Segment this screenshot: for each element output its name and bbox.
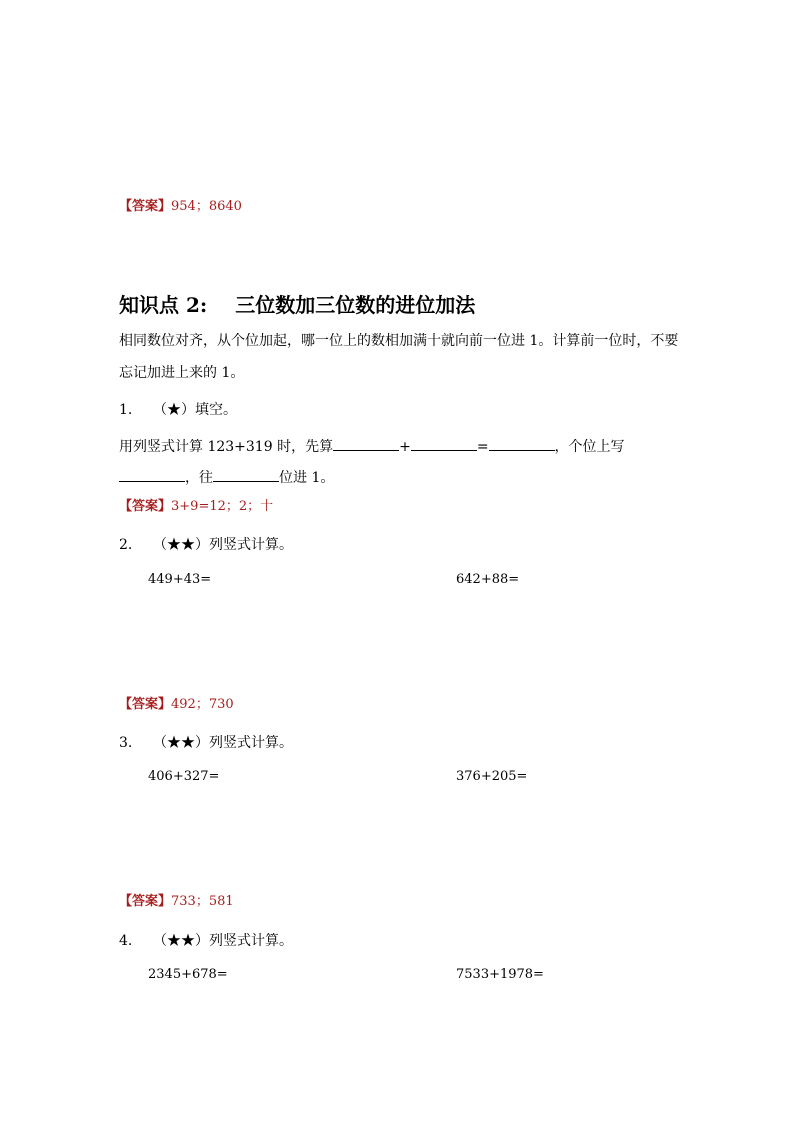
question-1-line-1 bbox=[119, 436, 625, 457]
answer-value: 954；8640 bbox=[171, 199, 242, 214]
equals-sign: = bbox=[476, 439, 489, 455]
question-3-header bbox=[119, 733, 293, 753]
question-1-header bbox=[119, 400, 237, 420]
answer-label: 【答案】 bbox=[119, 199, 172, 214]
question-text: 位进 1。 bbox=[279, 470, 335, 486]
blank-1[interactable] bbox=[333, 436, 399, 451]
question-stars: （★★）列竖式计算。 bbox=[153, 933, 293, 949]
answer-value: 492；730 bbox=[171, 697, 234, 712]
question-1-line-2 bbox=[119, 467, 334, 488]
question-number: 4. bbox=[119, 933, 133, 949]
question-text: ，个位上写 bbox=[554, 439, 625, 455]
answer-question-2 bbox=[119, 696, 234, 714]
question-stars: （★★）列竖式计算。 bbox=[153, 537, 293, 553]
question-3-expression-right: 376+205= bbox=[456, 769, 528, 784]
section-description-line-2: 忘记加进上来的 1。 bbox=[119, 365, 245, 381]
blank-2[interactable] bbox=[411, 436, 477, 451]
section-subtitle: 三位数加三位数的进位加法 bbox=[235, 293, 476, 317]
section-title: 知识点 2: bbox=[119, 293, 208, 317]
blank-3[interactable] bbox=[489, 436, 555, 451]
question-2-header bbox=[119, 535, 293, 555]
answer-value: 733；581 bbox=[171, 894, 234, 909]
question-number: 3. bbox=[119, 735, 133, 751]
question-4-header bbox=[119, 931, 293, 951]
question-stars: （★）填空。 bbox=[153, 402, 237, 418]
question-4-expression-left: 2345+678= bbox=[148, 967, 228, 982]
blank-4[interactable] bbox=[119, 467, 185, 482]
question-2-expression-right: 642+88= bbox=[456, 572, 520, 587]
question-4-expression-right: 7533+1978= bbox=[456, 967, 544, 982]
question-number: 1. bbox=[119, 402, 133, 418]
answer-question-1 bbox=[119, 498, 273, 516]
question-text: 用列竖式计算 123+319 时，先算 bbox=[119, 439, 334, 455]
question-text: ，往 bbox=[185, 470, 213, 486]
blank-5[interactable] bbox=[213, 467, 279, 482]
answer-label: 【答案】 bbox=[119, 697, 172, 712]
section-description-line-1: 相同数位对齐，从个位加起，哪一位上的数相加满十就向前一位进 1。计算前一位时，不要 bbox=[119, 333, 679, 349]
section-heading bbox=[119, 292, 475, 318]
answer-top bbox=[119, 198, 242, 216]
question-number: 2. bbox=[119, 537, 133, 553]
question-2-expression-left: 449+43= bbox=[148, 572, 212, 587]
question-3-expression-left: 406+327= bbox=[148, 769, 220, 784]
plus-sign: + bbox=[399, 439, 411, 455]
answer-value: 3+9=12；2；十 bbox=[171, 499, 274, 514]
answer-label: 【答案】 bbox=[119, 894, 172, 909]
question-stars: （★★）列竖式计算。 bbox=[153, 735, 293, 751]
answer-label: 【答案】 bbox=[119, 499, 172, 514]
answer-question-3 bbox=[119, 893, 234, 911]
